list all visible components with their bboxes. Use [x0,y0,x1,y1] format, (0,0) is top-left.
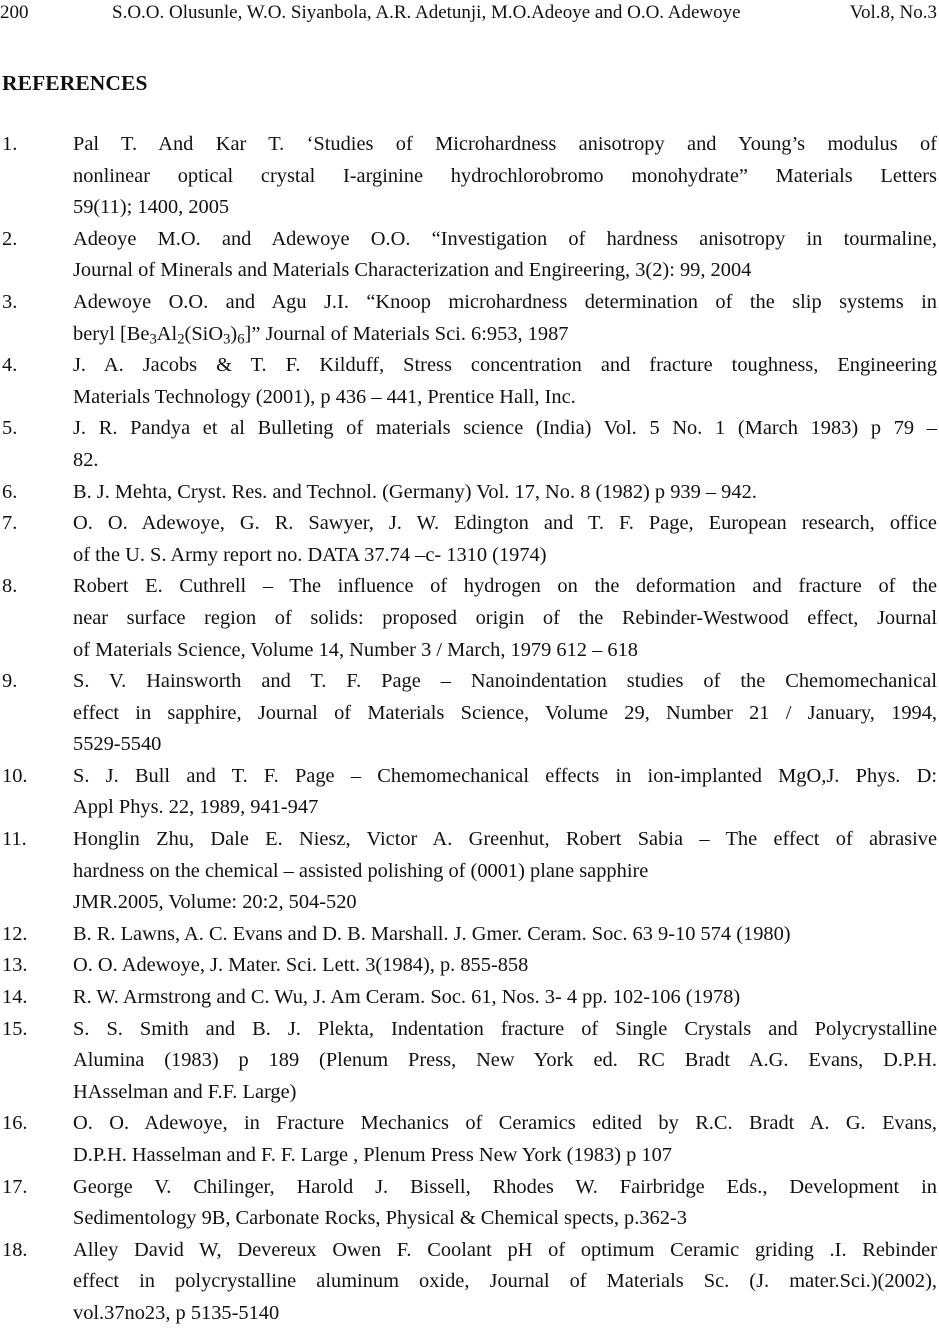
reference-text [73,824,937,919]
reference-number: 11. [2,828,27,851]
reference-text [73,666,937,761]
reference-line: Robert E. Cuthrell – The influence of hydrogen on the deformation and fracture of the [73,575,937,598]
reference-number: 6. [2,480,18,503]
reference-line: B. J. Mehta, Cryst. Res. and Technol. (Germany) Vol. 17, No. 8 (1982) p 939 – 942. [73,480,757,503]
subscript: 6 [237,331,245,348]
reference-text [73,350,937,413]
reference-item [0,508,937,571]
reference-line: O. O. Adewoye, G. R. Sawyer, J. W. Edington and T. F. Page, European research, office [73,512,937,535]
reference-line: nonlinear optical crystal I-arginine hydrochlorobromo monohydrate” Materials Letters [73,164,937,187]
formula-text: ) [230,322,238,345]
reference-item [0,950,937,982]
reference-line: J. R. Pandya et al Bulleting of materials science (India) Vol. 5 No. 1 (March 1983) p 79 – [73,417,937,440]
page-number: 200 [0,2,29,23]
reference-line: of Materials Science, Volume 14, Number 3 / March, 1979 612 – 618 [73,638,638,661]
reference-item [0,1172,937,1235]
running-header [0,0,939,26]
reference-number: 8. [2,575,18,598]
reference-number: 7. [2,512,18,535]
reference-number: 18. [2,1238,28,1261]
reference-item [0,982,937,1014]
reference-line: HAsselman and F.F. Large) [73,1080,297,1103]
reference-number: 2. [2,227,18,250]
reference-text [73,1235,937,1330]
reference-line: Honglin Zhu, Dale E. Niesz, Victor A. Greenhut, Robert Sabia – The effect of abrasive [73,828,937,851]
reference-line: vol.37no23, p 5135-5140 [73,1301,280,1324]
reference-line: S. S. Smith and B. J. Plekta, Indentation fracture of Single Crystals and Polycrystalline [73,1017,937,1040]
reference-line: 5529-5540 [73,733,162,756]
reference-text [73,287,937,350]
reference-line: Materials Technology (2001), p 436 – 441, Prentice Hall, Inc. [73,385,576,408]
reference-text [73,129,937,224]
reference-number: 4. [2,354,18,377]
reference-line: B. R. Lawns, A. C. Evans and D. B. Marshall. J. Gmer. Ceram. Soc. 63 9-10 574 (1980) [73,922,791,945]
reference-line: 82. [73,448,99,471]
reference-line: J. A. Jacobs & T. F. Kilduff, Stress concentration and fracture toughness, Engineering [73,354,937,377]
reference-number: 9. [2,670,18,693]
reference-line: Sedimentology 9B, Carbonate Rocks, Physical & Chemical spects, p.362-3 [73,1207,687,1230]
reference-line: Appl Phys. 22, 1989, 941-947 [73,796,319,819]
reference-number: 17. [2,1175,28,1198]
reference-item [0,413,937,476]
reference-item [0,477,937,509]
reference-number: 10. [2,764,28,787]
reference-item [0,666,937,761]
reference-line: S. J. Bull and T. F. Page – Chemomechanical effects in ion-implanted MgO,J. Phys. D: [73,764,937,787]
reference-number: 1. [2,133,18,155]
reference-line: O. O. Adewoye, in Fracture Mechanics of Ceramics edited by R.C. Bradt A. G. Evans, [73,1112,937,1135]
reference-item [0,224,937,287]
reference-line: George V. Chilinger, Harold J. Bissell, Rhodes W. Fairbridge Eds., Development in [73,1175,937,1198]
reference-text [73,413,937,476]
formula-text: beryl [Be [73,322,150,345]
reference-line: Adeoye M.O. and Adewoye O.O. “Investigation of hardness anisotropy in tourmaline, [73,227,937,250]
subscript: 3 [223,331,231,348]
reference-text [73,477,937,509]
reference-line: hardness on the chemical – assisted polishing of (0001) plane sapphire [73,859,649,882]
reference-line: R. W. Armstrong and C. Wu, J. Am Ceram. Soc. 61, Nos. 3- 4 pp. 102-106 (1978) [73,986,741,1009]
reference-text [73,571,937,666]
reference-item [0,129,937,224]
reference-item [0,1235,937,1330]
reference-number: 16. [2,1112,28,1135]
reference-line: Alley David W, Devereux Owen F. Coolant pH of optimum Ceramic griding .I. Rebinder [73,1238,937,1261]
reference-text [73,1172,937,1235]
reference-text [73,919,937,951]
reference-number: 3. [2,290,18,313]
reference-item [0,1108,937,1171]
reference-item [0,1014,937,1109]
reference-text [73,982,937,1014]
reference-number: 15. [2,1017,28,1040]
reference-text [73,508,937,571]
reference-number: 12. [2,922,28,945]
reference-text [73,950,937,982]
reference-line: of the U. S. Army report no. DATA 37.74 –c- 1310 (1974) [73,543,547,566]
reference-line: JMR.2005, Volume: 20:2, 504-520 [73,891,357,914]
reference-text [73,224,937,287]
reference-line: Journal of Minerals and Materials Characterization and Engireering, 3(2): 99, 2004 [73,259,752,282]
reference-line: effect in sapphire, Journal of Materials Science, Volume 29, Number 21 / January, 1994, [73,701,937,724]
reference-line: O. O. Adewoye, J. Mater. Sci. Lett. 3(1984), p. 855-858 [73,954,529,977]
subscript: 3 [149,331,157,348]
reference-text [73,761,937,824]
reference-item [0,350,937,413]
reference-item [0,571,937,666]
reference-number: 13. [2,954,28,977]
formula-text: (SiO [184,322,224,345]
references-heading: REFERENCES [2,71,148,95]
reference-item [0,287,937,350]
reference-line: near surface region of solids: proposed origin of the Rebinder-Westwood effect, Journal [73,606,937,629]
formula-text: Al [156,322,178,345]
reference-line: effect in polycrystalline aluminum oxide, Journal of Materials Sc. (J. mater.Sci.)(2002), [73,1270,937,1293]
reference-item [0,761,937,824]
reference-line: S. V. Hainsworth and T. F. Page – Nanoindentation studies of the Chemomechanical [73,670,937,693]
reference-line: Adewoye O.O. and Agu J.I. “Knoop microhardness determination of the slip systems in [73,290,937,313]
reference-number: 5. [2,417,18,440]
reference-text [73,1108,937,1171]
reference-line: 59(11); 1400, 2005 [73,196,230,219]
reference-line [73,319,937,351]
reference-line: Pal T. And Kar T. ‘Studies of Microhardness anisotropy and Young’s modulus of [73,133,937,155]
reference-list [0,129,937,1330]
reference-text [73,1014,937,1109]
subscript: 2 [177,331,185,348]
reference-line: Alumina (1983) p 189 (Plenum Press, New York ed. RC Bradt A.G. Evans, D.P.H. [73,1049,937,1072]
reference-item [0,919,937,951]
header-authors: S.O.O. Olusunle, W.O. Siyanbola, A.R. Adetunji, M.O.Adeoye and O.O. Adewoye [112,2,741,23]
reference-number: 14. [2,986,28,1009]
header-volume: Vol.8, No.3 [849,2,937,23]
reference-item [0,824,937,919]
reference-line: D.P.H. Hasselman and F. F. Large , Plenum Press New York (1983) p 107 [73,1144,672,1166]
reference-line-text: ]” Journal of Materials Sci. 6:953, 1987 [244,322,569,345]
